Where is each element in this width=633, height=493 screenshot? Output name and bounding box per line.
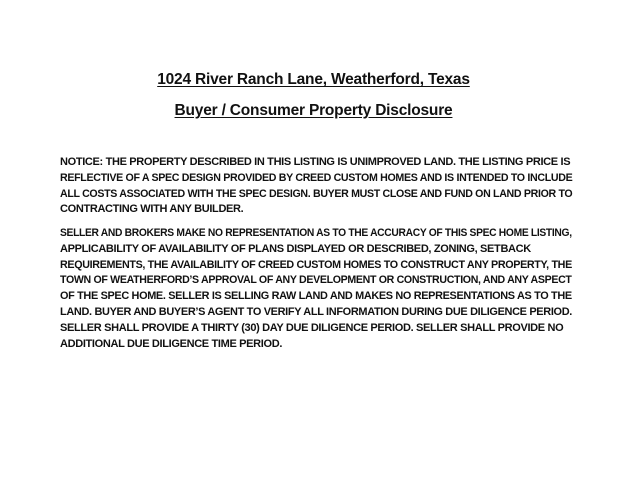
paragraph-line: SELLER AND BROKERS MAKE NO REPRESENTATION AS TO THE ACCURACY OF THIS SPEC HOME LISTING, [60, 227, 572, 239]
paragraph-line: OF THE SPEC HOME. SELLER IS SELLING RAW LAND AND MAKES NO REPRESENTATIONS AS TO THE [60, 290, 572, 303]
paragraph-line: LAND. BUYER AND BUYER’S AGENT TO VERIFY ALL INFORMATION DURING DUE DILIGENCE PERIOD. [60, 305, 572, 318]
paragraph-line: ADDITIONAL DUE DILIGENCE TIME PERIOD. [60, 337, 283, 350]
paragraph-line: APPLICABILITY OF AVAILABILITY OF PLANS DISPLAYED OR DESCRIBED, ZONING, SETBACK [60, 242, 531, 255]
document-subtitle: Buyer / Consumer Property Disclosure [174, 102, 453, 119]
disclaimer-paragraph [60, 226, 580, 352]
document-title: 1024 River Ranch Lane, Weatherford, Texas [157, 71, 470, 88]
notice-paragraph [60, 155, 580, 218]
paragraph-line: TOWN OF WEATHERFORD’S APPROVAL OF ANY DEVELOPMENT OR CONSTRUCTION, AND ANY ASPECT [60, 274, 572, 287]
paragraph-line: REQUIREMENTS, THE AVAILABILITY OF CREED CUSTOM HOMES TO CONSTRUCT ANY PROPERTY, THE [60, 258, 572, 271]
paragraph-line: SELLER SHALL PROVIDE A THIRTY (30) DAY DUE DILIGENCE PERIOD. SELLER SHALL PROVIDE NO [60, 321, 564, 334]
paragraph-line: ALL COSTS ASSOCIATED WITH THE SPEC DESIGN. BUYER MUST CLOSE AND FUND ON LAND PRIOR TO [60, 187, 573, 200]
paragraph-line: REFLECTIVE OF A SPEC DESIGN PROVIDED BY CREED CUSTOM HOMES AND IS INTENDED TO INCLUDE [60, 171, 573, 184]
paragraph-line: CONTRACTING WITH ANY BUILDER. [60, 203, 244, 216]
paragraph-line: NOTICE: THE PROPERTY DESCRIBED IN THIS LISTING IS UNIMPROVED LAND. THE LISTING PRICE IS [60, 156, 571, 168]
